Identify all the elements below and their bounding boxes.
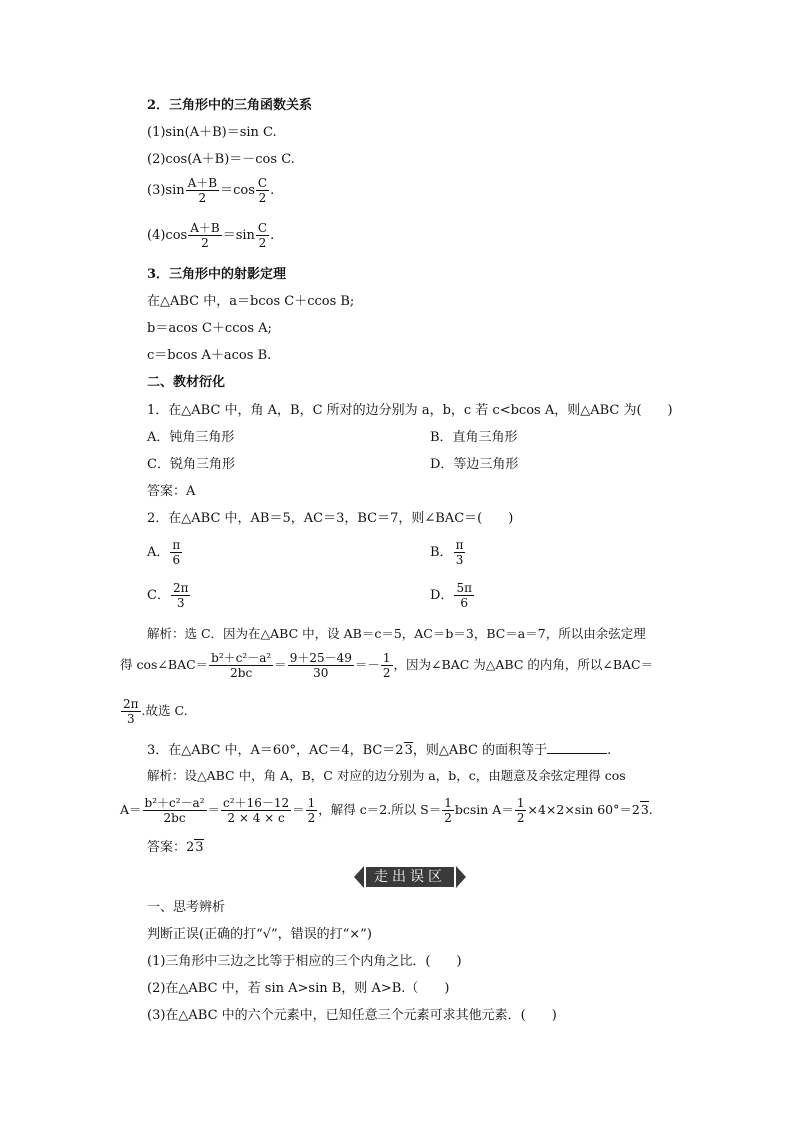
text: 得 cos∠BAC＝ bbox=[120, 657, 209, 672]
numerator: π bbox=[172, 538, 181, 552]
fraction bbox=[442, 796, 454, 825]
q3-solution-line-1: 解析：设△ABC 中，角 A，B，C 对应的边分别为 a，b，c，由题意及余弦定理得 cos bbox=[147, 768, 626, 783]
q2-option-a bbox=[147, 538, 183, 567]
option-label: A． bbox=[147, 545, 170, 560]
question-3 bbox=[147, 741, 611, 759]
denominator: 2 bbox=[258, 191, 267, 205]
text: A＝ bbox=[120, 802, 142, 817]
formula-1: (1)sin(A＋B)＝sin C. bbox=[147, 125, 277, 140]
text: ，因为∠BAC 为△ABC 的内角，所以∠BAC＝ bbox=[393, 657, 654, 672]
judgement-item-2: (2)在△ABC 中，若 sin A>sin B，则 A>B.（ ) bbox=[147, 981, 450, 996]
numerator: b²＋c²－a² bbox=[211, 651, 272, 665]
q1-option-c: C．锐角三角形 bbox=[147, 457, 235, 472]
fraction bbox=[515, 796, 527, 825]
denominator: 2 bbox=[516, 811, 525, 825]
projection-line-1: 在△ABC 中，a＝bcos C＋ccos B; bbox=[147, 294, 355, 309]
radicand: 3 bbox=[404, 743, 413, 758]
fraction bbox=[288, 651, 354, 680]
q1-option-a: A．钝角三角形 bbox=[147, 430, 235, 445]
fraction bbox=[188, 221, 222, 250]
text: 答案：2 bbox=[147, 840, 195, 855]
formula-4 bbox=[147, 221, 274, 250]
formula-3-mid: ＝cos bbox=[220, 183, 255, 198]
denominator: 2bc bbox=[163, 811, 186, 825]
q2-solution-line-3 bbox=[120, 697, 188, 726]
radicand: 3 bbox=[640, 802, 649, 817]
q2-option-d bbox=[430, 581, 475, 610]
numerator: A＋B bbox=[190, 221, 220, 235]
fraction bbox=[454, 538, 466, 567]
denominator: 30 bbox=[313, 666, 329, 680]
fraction bbox=[170, 538, 182, 567]
fraction bbox=[381, 651, 393, 680]
numerator: 2π bbox=[123, 697, 139, 711]
projection-line-3: c＝bcos A＋acos B. bbox=[147, 348, 272, 363]
numerator: C bbox=[257, 221, 268, 235]
q1-answer: 答案：A bbox=[147, 484, 196, 499]
denominator: 3 bbox=[455, 553, 464, 567]
formula-4-end: . bbox=[270, 228, 275, 243]
fraction bbox=[121, 697, 141, 726]
fraction bbox=[306, 796, 318, 825]
text: .故选 C. bbox=[141, 703, 188, 718]
text: . bbox=[648, 802, 653, 817]
question-2: 2．在△ABC 中，AB＝5，AC＝3，BC＝7，则∠BAC＝( ) bbox=[147, 511, 514, 526]
banner-left-arrow bbox=[354, 866, 364, 888]
text: ＝ bbox=[274, 657, 287, 672]
q2-solution-line-1: 解析：选 C．因为在△ABC 中，设 AB＝c＝5，AC＝b＝3，BC＝a＝7，所以由余弦定理 bbox=[147, 626, 646, 641]
text: ＝－ bbox=[354, 657, 380, 672]
part-2-heading: 二、教材衍化 bbox=[147, 375, 226, 390]
q3-answer bbox=[147, 840, 204, 856]
formula-3 bbox=[147, 176, 274, 205]
numerator: 5π bbox=[456, 581, 472, 595]
q1-option-d: D．等边三角形 bbox=[430, 457, 519, 472]
section-banner bbox=[354, 866, 466, 888]
numerator: 1 bbox=[307, 796, 316, 810]
numerator: A＋B bbox=[187, 176, 218, 190]
fraction bbox=[454, 581, 474, 610]
section-3-heading: 3．三角形中的射影定理 bbox=[147, 267, 287, 282]
text: ＝ bbox=[207, 802, 221, 817]
denominator: 2 bbox=[382, 666, 391, 680]
denominator: 6 bbox=[172, 553, 181, 567]
judgement-item-3: (3)在△ABC 中的六个元素中，已知任意三个元素可求其他元素．( ) bbox=[147, 1008, 557, 1023]
banner-label: 走出误区 bbox=[366, 867, 454, 887]
text: ＝ bbox=[292, 802, 305, 817]
section-2-heading: 2．三角形中的三角函数关系 bbox=[147, 98, 313, 113]
denominator: 2 bbox=[201, 236, 209, 250]
numerator: C bbox=[257, 176, 268, 190]
q1-option-b: B．直角三角形 bbox=[430, 430, 518, 445]
text: ，则△ABC 的面积等于 bbox=[412, 743, 548, 758]
formula-3-prefix: (3)sin bbox=[147, 183, 185, 198]
projection-line-2: b＝acos C＋ccos A; bbox=[147, 321, 272, 336]
text: bcsin A＝ bbox=[454, 802, 514, 817]
fraction bbox=[171, 581, 191, 610]
answer-blank bbox=[547, 741, 607, 754]
formula-3-end: . bbox=[270, 183, 275, 198]
option-label: D． bbox=[430, 588, 454, 603]
option-label: C． bbox=[147, 588, 170, 603]
numerator: 1 bbox=[382, 651, 391, 665]
formula-4-mid: ＝sin bbox=[222, 228, 255, 243]
fraction bbox=[186, 176, 220, 205]
text: 3．在△ABC 中，A＝60°，AC＝4，BC＝2 bbox=[147, 743, 404, 758]
q2-option-c bbox=[147, 581, 191, 610]
fraction bbox=[143, 796, 207, 825]
numerator: π bbox=[455, 538, 464, 552]
q3-solution-line-2 bbox=[120, 796, 653, 825]
radicand: 3 bbox=[195, 840, 204, 855]
numerator: 1 bbox=[444, 796, 452, 810]
numerator: 2π bbox=[172, 581, 189, 595]
numerator: c²＋16－12 bbox=[223, 796, 290, 810]
text: . bbox=[607, 743, 612, 758]
numerator: 9＋25－49 bbox=[289, 651, 352, 665]
banner-right-arrow bbox=[456, 866, 466, 888]
text: ，解得 c＝2.所以 S＝ bbox=[318, 802, 442, 817]
denominator: 2 bbox=[198, 191, 207, 205]
denominator: 2 × 4 × c bbox=[227, 811, 285, 825]
fraction bbox=[221, 796, 291, 825]
denominator: 3 bbox=[126, 712, 135, 726]
denominator: 3 bbox=[176, 596, 185, 610]
judgement-intro: 判断正误(正确的打“√”，错误的打“×”) bbox=[147, 927, 372, 942]
denominator: 6 bbox=[460, 596, 469, 610]
fraction bbox=[256, 176, 269, 205]
formula-2: (2)cos(A＋B)＝－cos C. bbox=[147, 152, 295, 167]
denominator: 2bc bbox=[230, 666, 253, 680]
numerator: 1 bbox=[516, 796, 525, 810]
fraction bbox=[256, 221, 269, 250]
denominator: 2 bbox=[258, 236, 267, 250]
q2-option-b bbox=[430, 538, 466, 567]
numerator: b²＋c²－a² bbox=[144, 796, 205, 810]
judgement-item-1: (1)三角形中三边之比等于相应的三个内角之比．( ) bbox=[147, 954, 462, 969]
option-label: B． bbox=[430, 545, 453, 560]
denominator: 2 bbox=[444, 811, 452, 825]
text: ×4×2×sin 60°＝2 bbox=[527, 802, 640, 817]
question-1: 1．在△ABC 中，角 A，B，C 所对的边分别为 a，b，c 若 c<bcos A，则△ABC 为( ) bbox=[147, 403, 673, 418]
formula-4-prefix: (4)cos bbox=[147, 228, 188, 243]
part-3-heading: 一、思考辨析 bbox=[147, 900, 226, 915]
fraction bbox=[209, 651, 273, 680]
q2-solution-line-2 bbox=[120, 651, 653, 680]
denominator: 2 bbox=[307, 811, 316, 825]
